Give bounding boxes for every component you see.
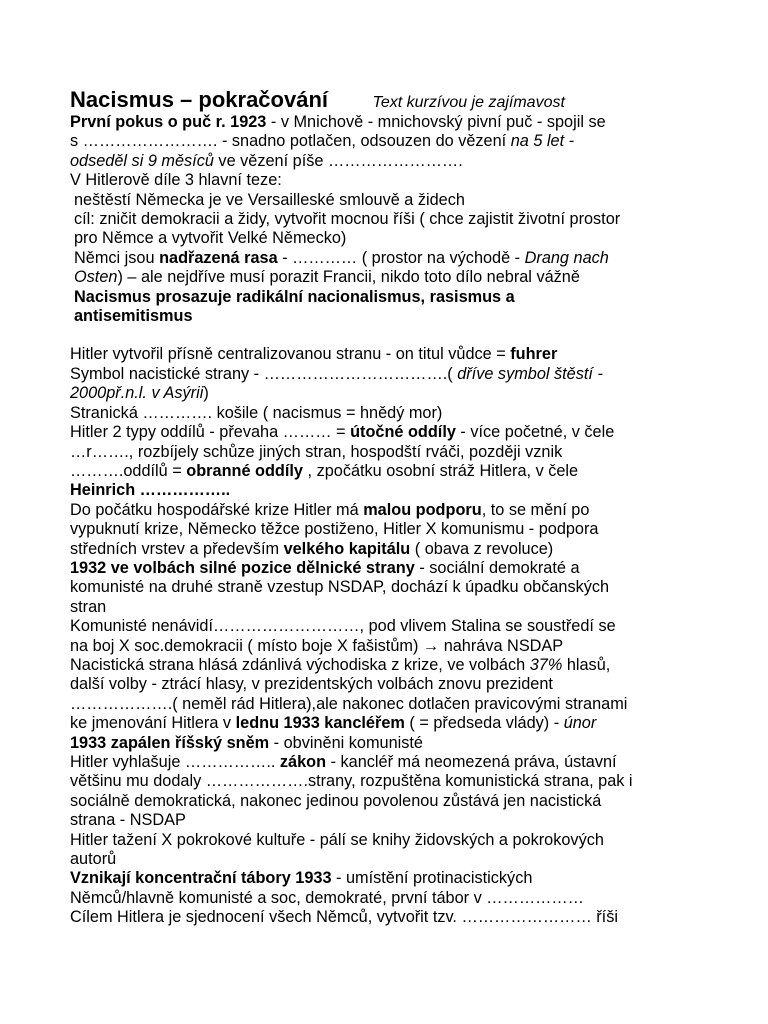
text-segment: další volby - ztrácí hlasy, v prezidentských volbách znovu prezident bbox=[70, 675, 553, 694]
bold-text: nadřazená rasa bbox=[159, 248, 278, 267]
text-segment: Němci jsou bbox=[74, 248, 160, 267]
text-line bbox=[70, 288, 710, 307]
italic-text: Osten bbox=[74, 268, 118, 287]
text-segment: - umístění protinacistických bbox=[331, 869, 533, 888]
text-line bbox=[70, 210, 710, 229]
bold-text: zákon bbox=[279, 753, 327, 771]
italic-text: Drang nach bbox=[524, 248, 609, 267]
text-line bbox=[70, 404, 710, 423]
text-line bbox=[70, 792, 710, 811]
text-segment: - obviněni komunisté bbox=[269, 733, 423, 752]
text-segment: ) – ale nejdříve musí porazit Francii, nikdo toto dílo nebral vážně bbox=[117, 268, 580, 287]
bold-text: 1933 zapálen říšský sněm bbox=[70, 733, 270, 752]
bold-text: Nacismus prosazuje radikální nacionalismus, rasismus a bbox=[74, 287, 515, 306]
bold-text: Vznikají koncentrační tábory 1933 bbox=[70, 869, 332, 888]
text-line bbox=[70, 443, 710, 462]
bold-text: velkého kapitálu bbox=[283, 539, 411, 558]
text-segment: vypuknutí krize, Německo těžce postiženo, Hitler X komunismu - podpora bbox=[70, 520, 599, 539]
italic-text: dříve symbol štěstí - bbox=[457, 364, 603, 383]
text-segment: pro Němce a vytvořit Velké Německo) bbox=[74, 229, 347, 248]
text-segment: V Hitlerově díle 3 hlavní teze: bbox=[70, 171, 282, 190]
text-line bbox=[70, 423, 710, 442]
italic-text: 2000př.n.l. v Asýrii bbox=[70, 384, 204, 403]
text-line bbox=[70, 191, 710, 210]
text-line bbox=[70, 598, 710, 617]
text-line bbox=[70, 753, 710, 772]
text-segment: většinu mu dodaly ……………….strany, rozpuštěna komunistická strana, pak i bbox=[70, 772, 633, 791]
text-segment: ) bbox=[203, 384, 209, 403]
text-segment: ve vězení píše ……………………. bbox=[213, 151, 463, 170]
text-segment: s ……………………. - snadno potlačen, odsouzen do vězení bbox=[70, 132, 511, 151]
text-line bbox=[70, 637, 710, 656]
text-segment: Symbol nacistické strany - …………………………….( bbox=[70, 364, 458, 383]
text-segment: Do počátku hospodářské krize Hitler má bbox=[70, 500, 364, 519]
text-segment: - kancléř má neomezená práva, ústavní bbox=[326, 753, 617, 771]
bold-text: malou podporu bbox=[363, 500, 482, 519]
text-line bbox=[70, 811, 710, 830]
text-line bbox=[70, 384, 710, 403]
text-line bbox=[70, 578, 710, 597]
text-segment: cíl: zničit demokracii a židy, vytvořit mocnou říši ( chce zajistit životní prostor bbox=[74, 210, 621, 229]
text-line bbox=[70, 772, 710, 791]
italic-text: únor bbox=[563, 714, 597, 733]
text-line bbox=[70, 908, 710, 927]
text-line bbox=[70, 326, 710, 345]
bold-text: Heinrich …………….. bbox=[70, 481, 231, 500]
text-segment: na boj X soc.demokracii ( místo boje X fašistům) → nahráva NSDAP bbox=[70, 636, 564, 655]
text-segment: Nacistická strana hlásá zdánlivá východiska z krize, ve volbách bbox=[70, 655, 530, 674]
text-segment: autorů bbox=[70, 850, 117, 869]
text-line bbox=[70, 850, 710, 869]
text-segment: ……….oddílů = bbox=[70, 461, 187, 480]
text-segment: …r……., rozbíjely schůze jiných stran, hospodští rváči, později vznik bbox=[70, 442, 563, 461]
text-line bbox=[70, 869, 710, 888]
bold-text: fuhrer bbox=[510, 345, 558, 364]
text-segment: neštěstí Německa je ve Versailleské smlouvě a židech bbox=[74, 190, 465, 209]
text-segment: strana - NSDAP bbox=[70, 811, 186, 830]
text-segment: , to se mění po bbox=[481, 500, 590, 519]
text-line bbox=[70, 675, 710, 694]
text-segment: hlasů, bbox=[562, 655, 611, 674]
italic-text: odseděl si 9 měsíců bbox=[70, 151, 214, 170]
text-segment: komunisté na druhé straně vzestup NSDAP, dochází k úpadku občanských bbox=[70, 578, 610, 597]
text-segment: - ………… ( prostor na východě - bbox=[277, 248, 525, 267]
bold-text: antisemitismus bbox=[74, 307, 193, 326]
text-line bbox=[70, 559, 710, 578]
text-line bbox=[70, 229, 710, 248]
text-segment: Hitler tažení X pokrokové kultuře - pálí se knihy židovských a pokrokových bbox=[70, 830, 604, 849]
text-line bbox=[70, 540, 710, 559]
text-segment: , zpočátku osobní stráž Hitlera, v čele bbox=[303, 461, 579, 480]
text-segment: ( = předseda vlády) - bbox=[404, 714, 564, 733]
text-segment: Cílem Hitlera je sjednocení všech Němců, vytvořit tzv. …………………… říši bbox=[70, 908, 618, 927]
text-segment: - více početné, v čele bbox=[455, 423, 615, 442]
text-segment: - sociální demokraté a bbox=[414, 558, 580, 577]
text-line bbox=[70, 113, 710, 132]
text-segment: Hitler 2 typy oddílů - převaha ……… = bbox=[70, 423, 351, 442]
title-row bbox=[70, 87, 760, 112]
text-segment: Komunisté nenávidí………………………, pod vlivem Stalina se soustředí se bbox=[70, 617, 616, 636]
bold-text: První pokus o puč r. 1923 bbox=[70, 113, 267, 131]
italic-text: na 5 let - bbox=[510, 132, 575, 151]
title-note: Text kurzívou je zajímavost bbox=[372, 94, 565, 111]
text-line bbox=[70, 171, 710, 190]
text-segment: ke jmenování Hitlera v bbox=[70, 714, 236, 733]
text-line bbox=[70, 831, 710, 850]
text-line bbox=[70, 889, 710, 908]
text-segment: ……………….( neměl rád Hitlera),ale nakonec dotlačen pravicovými stranami bbox=[70, 694, 628, 713]
text-segment: středních vrstev a především bbox=[70, 539, 284, 558]
text-line bbox=[70, 132, 710, 151]
text-segment: sociálně demokratická, nakonec jedinou povolenou zůstává jen nacistická bbox=[70, 791, 602, 810]
document-body bbox=[70, 113, 710, 928]
text-line bbox=[70, 714, 710, 733]
text-segment: stran bbox=[70, 597, 107, 616]
bold-text: 1932 ve volbách silné pozice dělnické strany bbox=[70, 558, 415, 577]
text-segment: Hitler vyhlašuje …………….. bbox=[70, 753, 280, 771]
text-line bbox=[70, 462, 710, 481]
text-line bbox=[70, 345, 710, 364]
text-line bbox=[70, 734, 710, 753]
text-line bbox=[70, 617, 710, 636]
text-line bbox=[70, 656, 710, 675]
text-segment: Hitler vytvořil přísně centralizovanou stranu - on titul vůdce = bbox=[70, 345, 511, 364]
text-segment: - v Mnichově - mnichovský pivní puč - spojil se bbox=[266, 113, 606, 131]
text-line bbox=[70, 481, 710, 500]
text-line bbox=[70, 249, 710, 268]
document-title: Nacismus – pokračování bbox=[70, 87, 329, 112]
text-segment: Stranická …………. košile ( nacismus = hnědý mor) bbox=[70, 403, 443, 422]
text-segment: ( obava z revoluce) bbox=[410, 539, 554, 558]
text-line bbox=[70, 501, 710, 520]
text-line bbox=[70, 307, 710, 326]
bold-text: lednu 1933 kancléřem bbox=[235, 714, 405, 733]
text-line bbox=[70, 268, 710, 287]
text-line bbox=[70, 695, 710, 714]
text-line bbox=[70, 520, 710, 539]
italic-text: 37% bbox=[529, 655, 563, 674]
text-line bbox=[70, 365, 710, 384]
bold-text: obranné oddíly bbox=[186, 461, 303, 480]
text-line bbox=[70, 152, 710, 171]
bold-text: útočné oddíly bbox=[350, 423, 456, 442]
text-segment: Němců/hlavně komunisté a soc, demokraté, první tábor v ……………… bbox=[70, 888, 584, 907]
